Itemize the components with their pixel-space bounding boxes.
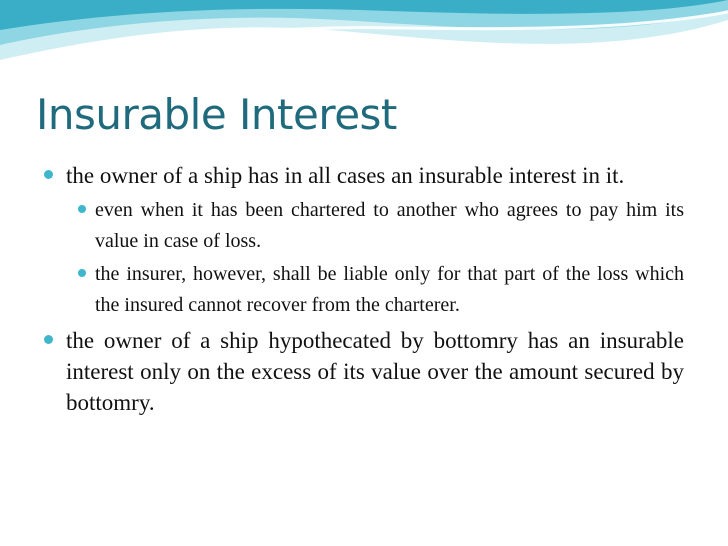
header-wave-decoration xyxy=(0,0,728,95)
bullet-item xyxy=(44,325,684,418)
sub-bullet-text: the insurer, however, shall be liable only for that part of the loss which the insured cannot recover from the charterer. xyxy=(95,263,684,316)
bullet-dot-icon xyxy=(44,170,53,179)
bullet-item xyxy=(44,160,684,191)
bullet-text: the owner of a ship hypothecated by bottomry has an insurable interest only on the excess of its value over the amount secured by bottomry. xyxy=(66,328,684,415)
bullet-text: the owner of a ship has in all cases an insurable interest in it. xyxy=(66,163,625,188)
slide-title: Insurable Interest xyxy=(36,90,397,139)
bullet-dot-icon xyxy=(78,205,86,213)
slide-content xyxy=(44,160,684,420)
sub-bullet-item xyxy=(44,195,684,257)
sub-bullet-text: even when it has been chartered to another who agrees to pay him its value in case of loss. xyxy=(95,199,684,252)
sub-bullet-item xyxy=(44,259,684,321)
bullet-dot-icon xyxy=(78,269,86,277)
bullet-dot-icon xyxy=(44,335,53,344)
